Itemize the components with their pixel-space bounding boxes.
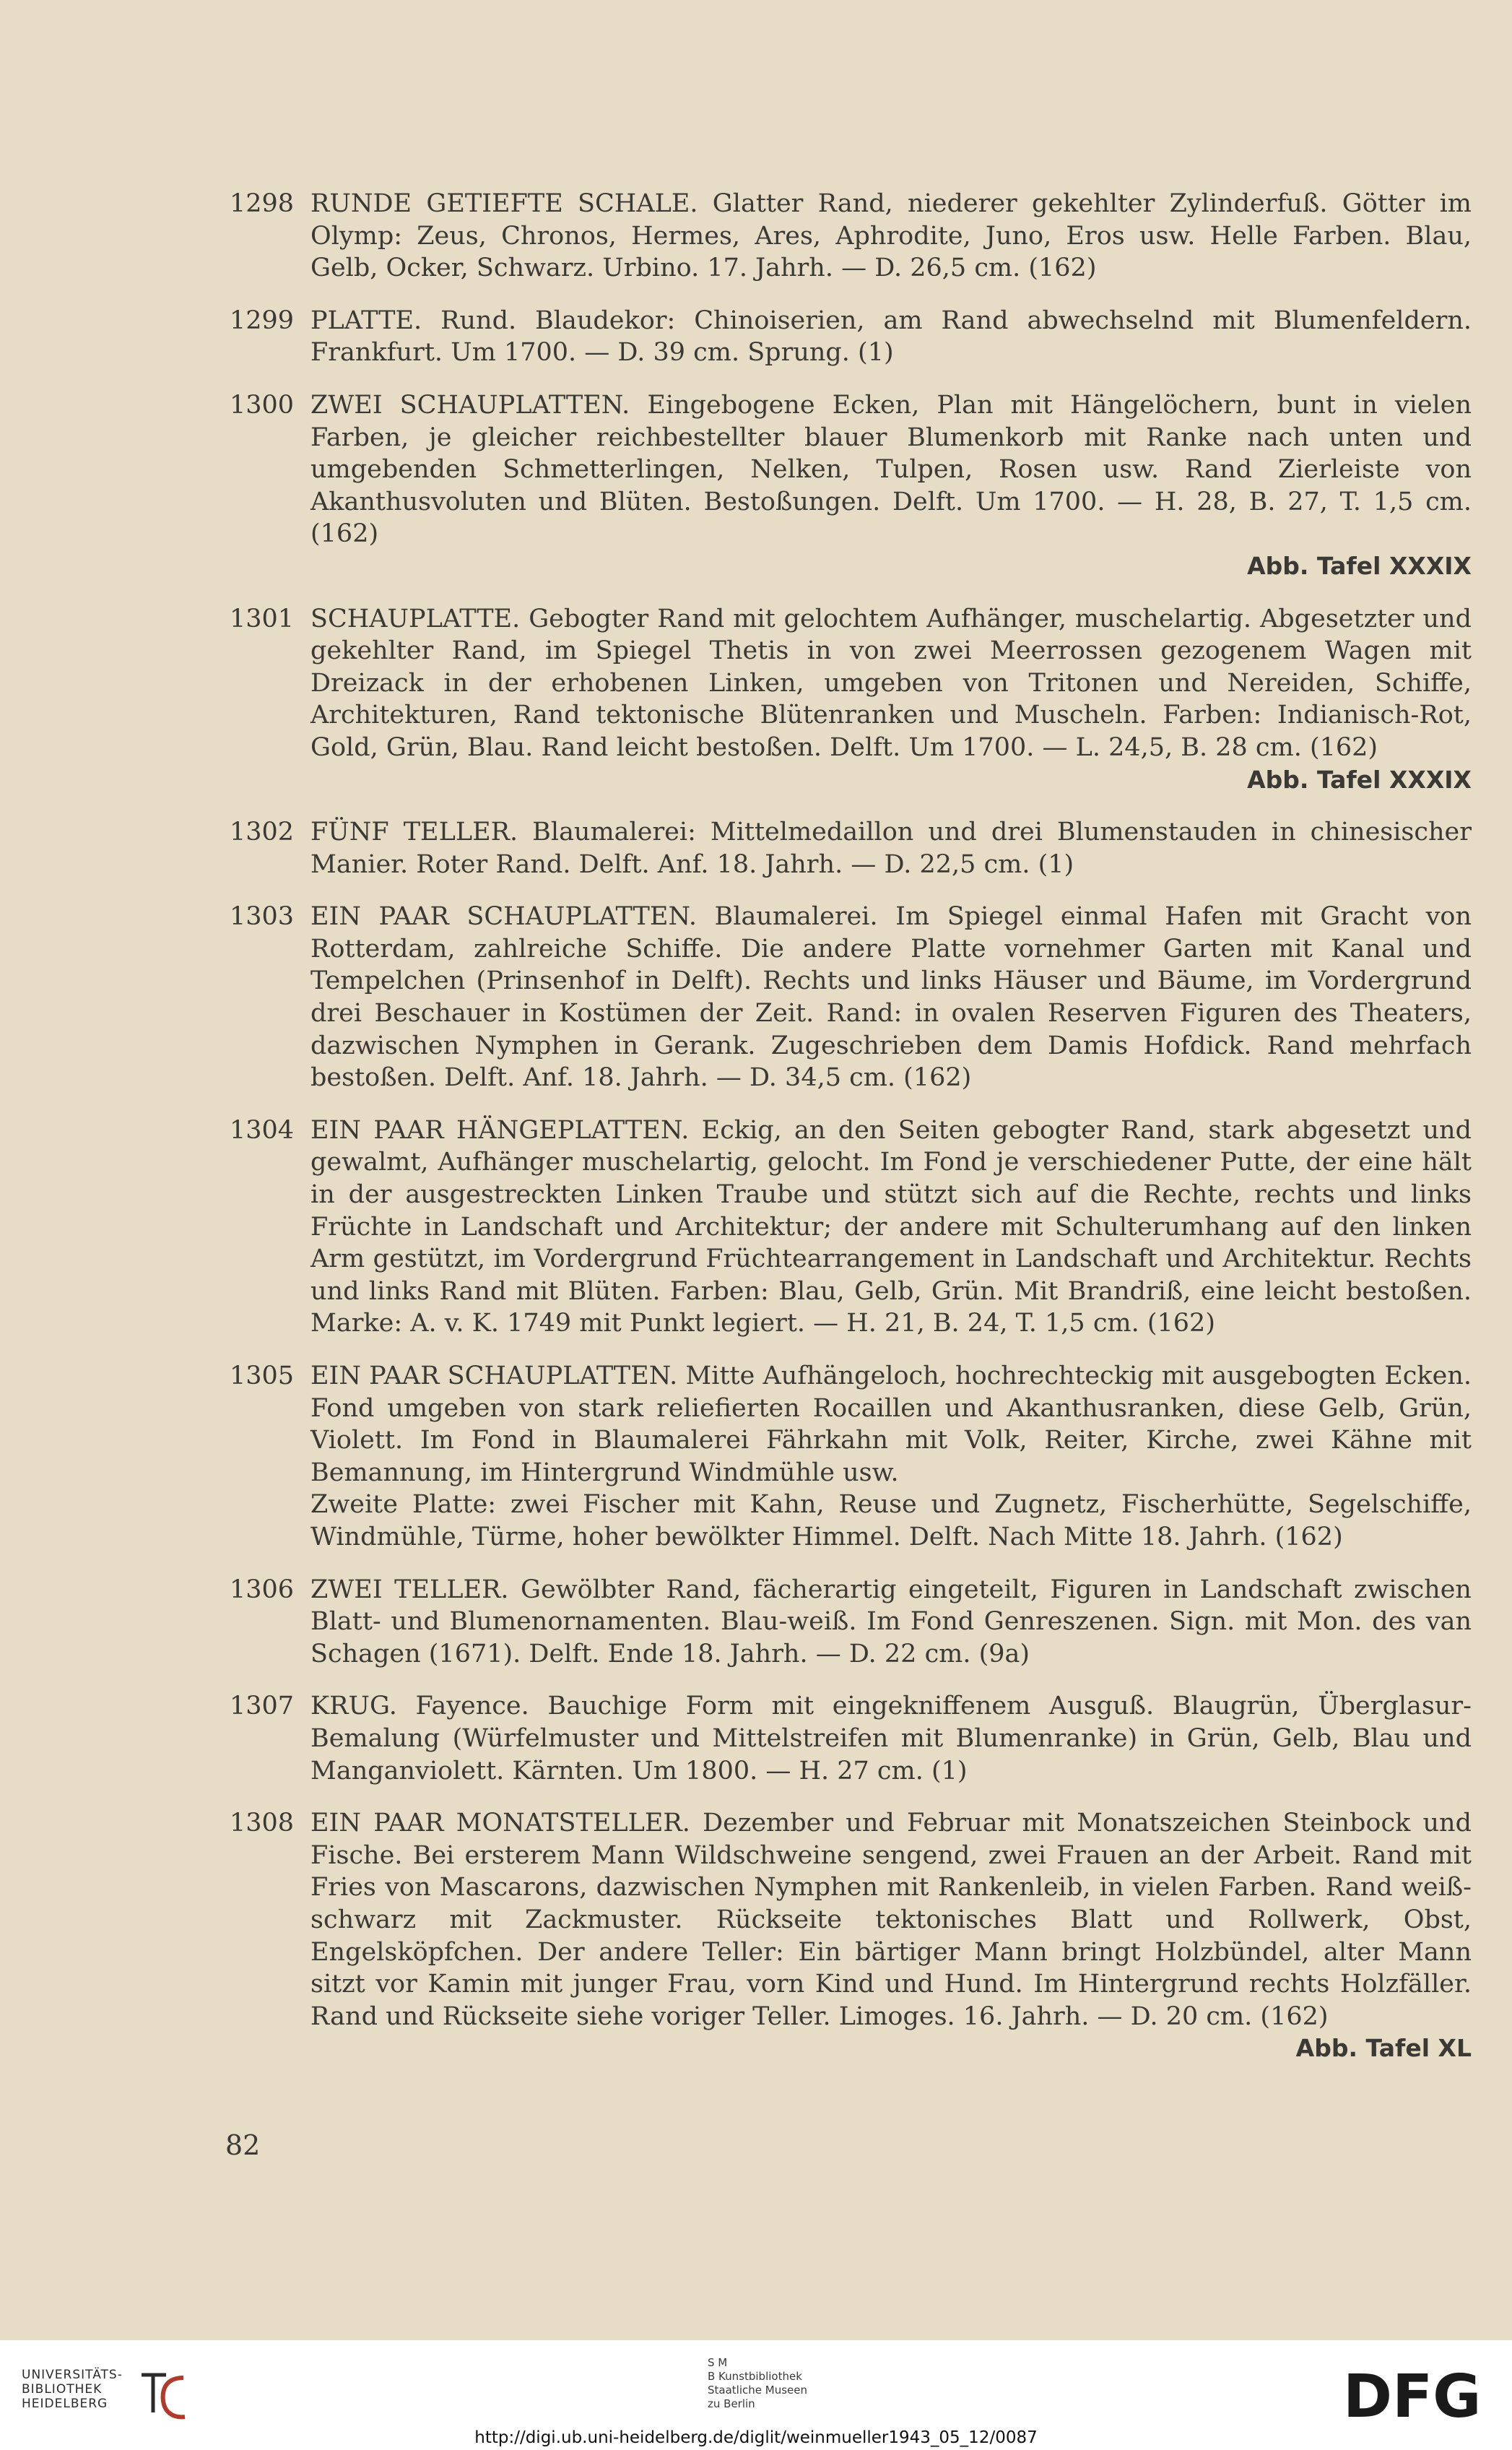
university-library-name	[22, 2368, 123, 2411]
entry-description: Gebogter Rand mit gelochtem Aufhänger, muschelartig. Abgesetzter und gekehlter Rand, im Spiegel Thetis in von zwei Meerrossen gezogenem Wagen mit Dreizack in der erhobenen Linken, umgeben von Tritonen und Nereiden, Schiffe, Architekturen, Rand tektonische Blütenranken und Muscheln. Farben: Indianisch-Rot, Gold, Grün, Blau. Rand leicht bestoßen. Delft. Um 1700. — L. 24,5, B. 28 cm. (162)	[310, 604, 1472, 762]
entry-title: RUNDE GETIEFTE SCHALE.	[310, 189, 698, 218]
entry-title: EIN PAAR SCHAUPLATTEN.	[310, 902, 697, 932]
dfg-logo-text: DFG	[1343, 2368, 1482, 2425]
museum-line-4: zu Berlin	[708, 2397, 755, 2410]
catalog-entry-1298	[230, 188, 1472, 285]
museum-line-1: S M	[708, 2356, 728, 2369]
entry-description-continued: Zweite Platte: zwei Fischer mit Kahn, Reuse und Zugnetz, Fischerhütte, Segelschiffe, Windmühle, Türme, hoher bewölkter Himmel. Delft. Nach Mitte 18. Jahrh. (162)	[310, 1490, 1472, 1551]
catalog-entry-1302	[230, 816, 1472, 880]
entry-number: 1307	[230, 1692, 295, 1721]
entry-title: EIN PAAR SCHAUPLATTEN.	[310, 1362, 678, 1390]
entry-number: 1303	[230, 902, 295, 932]
entry-description: Eckig, an den Seiten gebogter Rand, stark abgesetzt und gewalmt, Aufhänger muschelartig, gelocht. Im Fond je verschiedener Putte, der eine hält in der ausgestreckten Linken Traube und stützt sich auf die Rechte, rechts und links Früchte in Landschaft und Architektur; der andere mit Schulterumhang auf den linken Arm gestützt, im Vordergrund Früchtearrangement in Landschaft und Architektur. Rechts und links Rand mit Blüten. Farben: Blau, Gelb, Grün. Mit Brandriß, eine leicht bestoßen. Marke: A. v. K. 1749 mit Punkt legiert. — H. 21, B. 24, T. 1,5 cm. (162)	[310, 1115, 1472, 1338]
entry-number: 1305	[230, 1362, 295, 1390]
entry-number: 1306	[230, 1575, 295, 1604]
entry-number: 1299	[230, 306, 295, 335]
entry-description: Eingebogene Ecken, Plan mit Hängelöchern, bunt in vielen Farben, je gleicher reichbestellter blauer Blumenkorb mit Ranke nach unten und umgebenden Schmetterlingen, Nelken, Tulpen, Rosen usw. Rand Zierleiste von Akanthusvoluten und Blüten. Bestoßungen. Delft. Um 1700. — H. 28, B. 27, T. 1,5 cm. (162)	[310, 390, 1472, 549]
entry-description: Mitte Aufhängeloch, hochrechteckig mit ausgebogten Ecken. Fond umgeben von stark reliefierten Rocaillen und Akanthusranken, diese Gelb, Grün, Violett. Im Fond in Blaumalerei Fährkahn mit Volk, Reiter, Kirche, zwei Kähne mit Bemannung, im Hintergrund Windmühle usw.	[310, 1362, 1472, 1487]
university-library-logo[interactable]	[22, 2368, 195, 2427]
entry-number: 1301	[230, 604, 295, 633]
entry-title: FÜNF TELLER.	[310, 818, 518, 847]
entry-description: Dezember und Februar mit Monatszeichen Steinbock und Fische. Bei ersterem Mann Wildschweine sengend, zwei Frauen an der Arbeit. Rand mit Fries von Mascarons, dazwischen Nymphen mit Rankenleib, in vielen Farben. Rand weiß-schwarz mit Zackmuster. Rückseite tektonisches Blatt und Rollwerk, Obst, Engelsköpfchen. Der andere Teller: Ein bärtiger Mann bringt Holzbündel, alter Mann sitzt vor Kamin mit junger Frau, vorn Kind und Hund. Im Hintergrund rechts Holzfäller. Rand und Rückseite siehe voriger Teller. Limoges. 16. Jahrh. — D. 20 cm. (162)	[310, 1809, 1472, 2031]
entry-description: Fayence. Bauchige Form mit eingekniffenem Ausguß. Blaugrün, Überglasur-Bemalung (Würfelmuster und Mittelstreifen mit Blumenranke) in Grün, Gelb, Blau und Manganviolett. Kärnten. Um 1800. — H. 27 cm. (1)	[310, 1692, 1472, 1785]
university-line-3: HEIDELBERG	[22, 2397, 108, 2411]
entry-description: Glatter Rand, niederer gekehlter Zylinderfuß. Götter im Olymp: Zeus, Chronos, Hermes, Ares, Aphrodite, Juno, Eros usw. Helle Farben. Blau, Gelb, Ocker, Schwarz. Urbino. 17. Jahrh. — D. 26,5 cm. (162)	[310, 189, 1472, 283]
entry-title: KRUG.	[310, 1692, 397, 1721]
page-number: 82	[225, 2129, 261, 2161]
entry-number: 1304	[230, 1115, 295, 1145]
catalog-text	[230, 188, 1472, 2085]
catalog-entry-1303	[230, 901, 1472, 1094]
dfg-logo[interactable]	[1343, 2368, 1487, 2425]
entry-description: Rund. Blaudekor: Chinoiserien, am Rand abwechselnd mit Blumenfeldern. Frankfurt. Um 1700. — D. 39 cm. Sprung. (1)	[310, 306, 1472, 368]
museum-line-3: Staatliche Museen	[708, 2384, 807, 2397]
source-url-link[interactable]: http://digi.ub.uni-heidelberg.de/diglit/weinmueller1943_05_12/0087	[474, 2428, 1038, 2447]
entry-description: Blaumalerei. Im Spiegel einmal Hafen mit Gracht von Rotterdam, zahlreiche Schiffe. Die andere Platte vornehmer Garten mit Kanal und Tempelchen (Prinsenhof in Delft). Rechts und links Häuser und Bäume, im Vordergrund drei Beschauer in Kostümen der Zeit. Rand: in ovalen Reserven Figuren des Theaters, dazwischen Nymphen in Gerank. Zugeschrieben dem Damis Hofdick. Rand mehrfach bestoßen. Delft. Anf. 18. Jahrh. — D. 34,5 cm. (162)	[310, 902, 1472, 1093]
catalog-entry-1301	[230, 603, 1472, 797]
entry-number: 1300	[230, 390, 295, 420]
university-line-2: BIBLIOTHEK	[22, 2382, 103, 2397]
entry-title: EIN PAAR HÄNGEPLATTEN.	[310, 1115, 690, 1145]
plate-reference: Abb. Tafel XXXIX	[1247, 551, 1472, 580]
university-line-1: UNIVERSITÄTS-	[22, 2368, 123, 2382]
entry-number: 1308	[230, 1809, 295, 1838]
catalog-entry-1308	[230, 1807, 1472, 2065]
footer-bar	[0, 2340, 1512, 2450]
catalog-entry-1300	[230, 389, 1472, 583]
catalog-entry-1306	[230, 1574, 1472, 1671]
entry-title: ZWEI SCHAUPLATTEN.	[310, 390, 630, 420]
catalog-entry-1304	[230, 1114, 1472, 1340]
plate-reference: Abb. Tafel XXXIX	[1247, 765, 1472, 794]
entry-number: 1298	[230, 189, 295, 218]
museum-library-credit	[708, 2356, 807, 2411]
catalog-entry-1305	[230, 1360, 1472, 1554]
entry-title: SCHAUPLATTE.	[310, 604, 521, 633]
entry-number: 1302	[230, 818, 295, 847]
plate-reference: Abb. Tafel XL	[1295, 2034, 1472, 2063]
entry-description: Gewölbter Rand, fächerartig eingeteilt, Figuren in Landschaft zwischen Blatt- und Blumenornamenten. Blau-weiß. Im Fond Genreszenen. Sign. mit Mon. des van Schagen (1671). Delft. Ende 18. Jahrh. — D. 22 cm. (9a)	[310, 1575, 1472, 1668]
catalog-entry-1307	[230, 1690, 1472, 1787]
entry-description: Blaumalerei: Mittelmedaillon und drei Blumenstauden in chinesischer Manier. Roter Rand. Delft. Anf. 18. Jahrh. — D. 22,5 cm. (1)	[310, 818, 1472, 879]
catalog-entry-1299	[230, 305, 1472, 369]
university-emblem-icon	[137, 2368, 188, 2425]
entry-title: EIN PAAR MONATSTELLER.	[310, 1809, 690, 1838]
entry-title: PLATTE.	[310, 306, 422, 335]
museum-line-2: B Kunstbibliothek	[708, 2370, 802, 2383]
entry-title: ZWEI TELLER.	[310, 1575, 509, 1604]
